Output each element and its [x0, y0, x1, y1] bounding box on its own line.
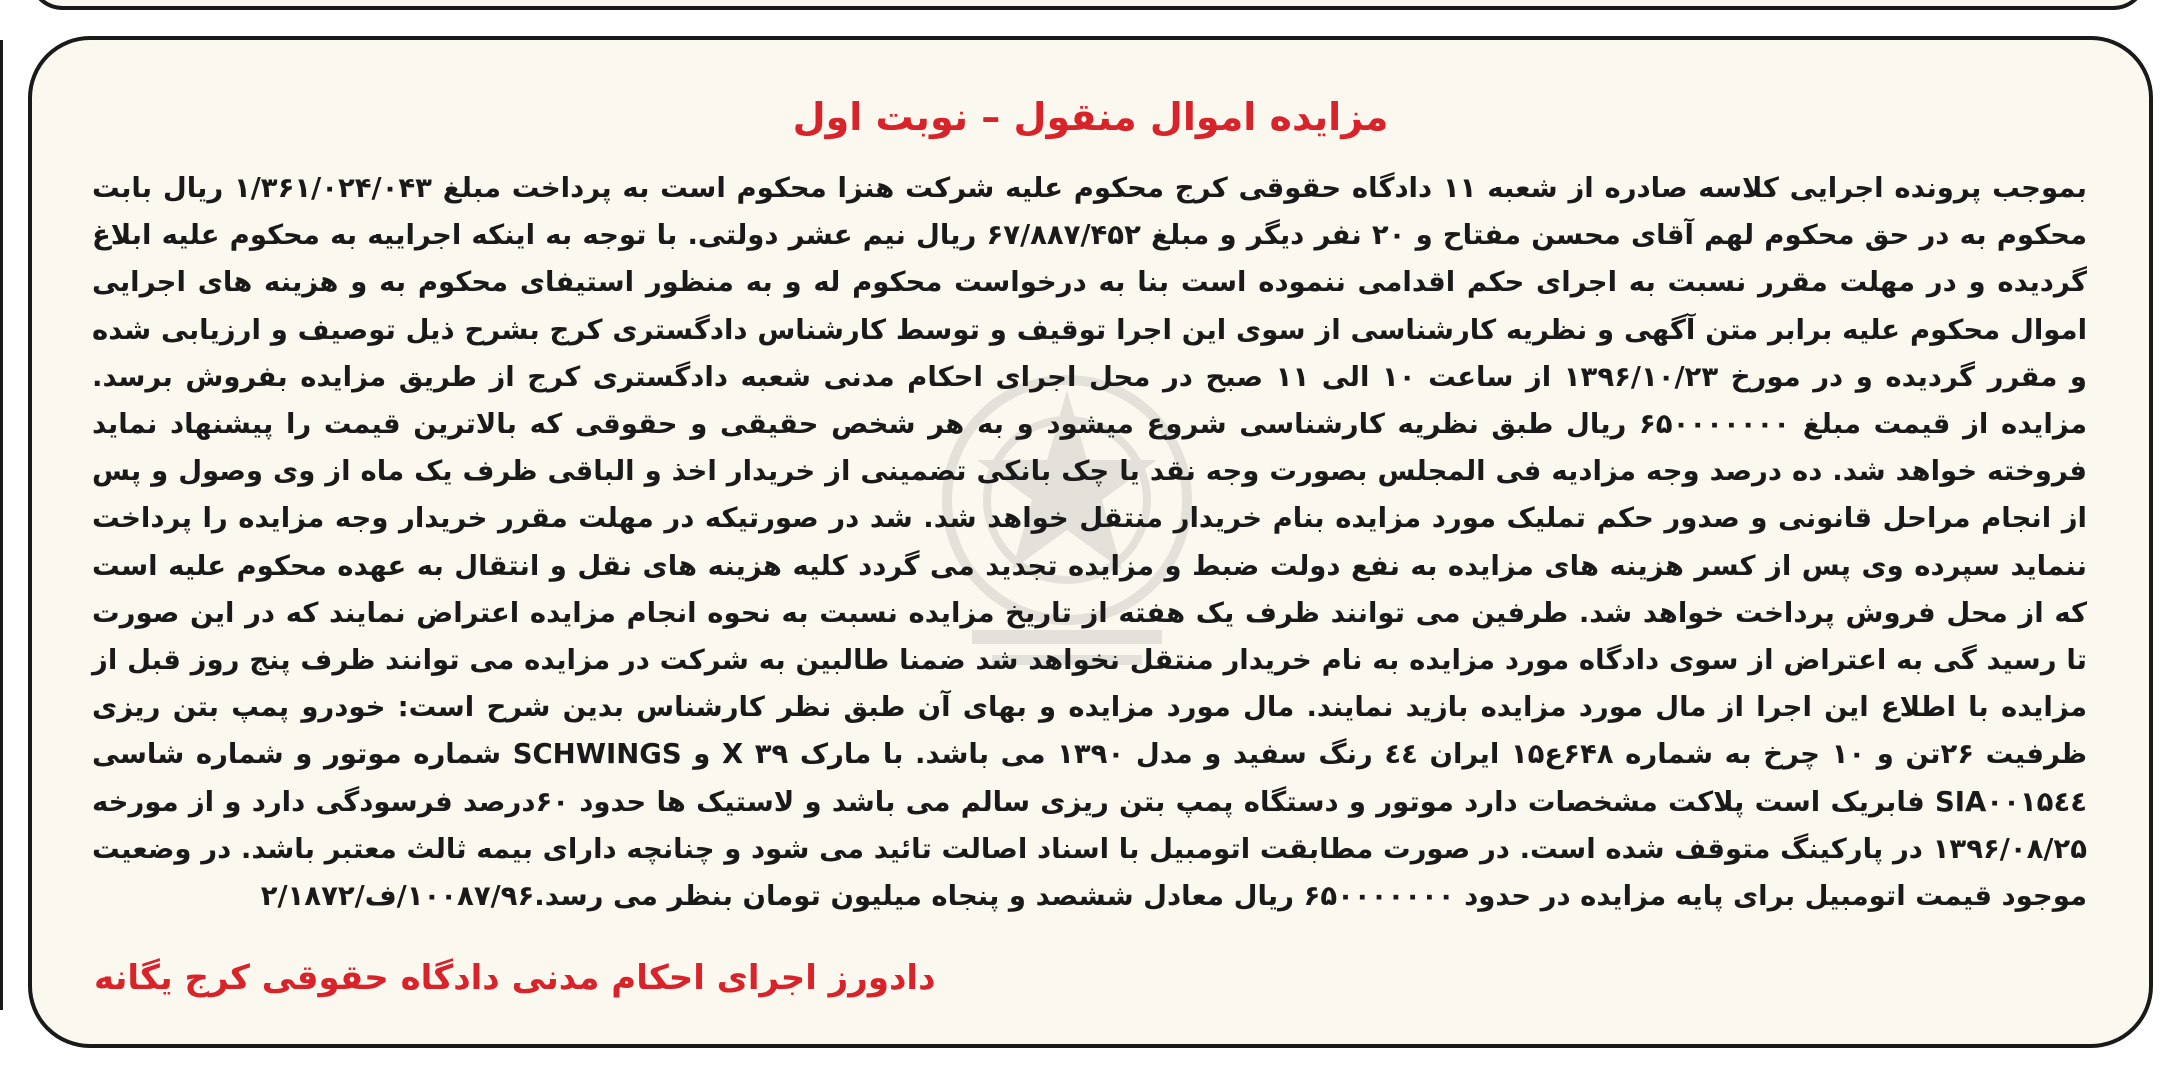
auction-notice-box [28, 36, 2153, 1048]
signature-line: دادورز اجرای احکام مدنی دادگاه حقوقی کرج یگانه [94, 958, 936, 998]
column-divider-line [0, 40, 3, 1010]
notice-title: مزایده اموال منقول – نوبت اول [792, 95, 1389, 139]
previous-notice-box-edge [28, 0, 2148, 10]
notice-body-text: بموجب پرونده اجرایی کلاسه صادره از شعبه ۱۱ دادگاه حقوقی کرج محکوم علیه شرکت هنزا محکوم است به پرداخت مبلغ ۱/۳۶۱/۰۲۴/۰۴۳ ریال بابت محکوم به در حق محکوم لهم آقای محسن مفتاح و ۲۰ نفر دیگر و مبلغ ۶۷/۸۸۷/۴۵۲ ریال نیم عشر دولتی. با توجه به اینکه اجراییه به محکوم علیه ابلاغ گردیده و در مهلت مقرر نسبت به اجرای حکم اقدامی ننموده است بنا به درخواست محکوم له و به منظور استیفای محکوم به و هزینه های اجرایی اموال محکوم علیه برابر متن آگهی و نظریه کارشناسی از سوی این اجرا توقیف و توسط کارشناس دادگستری کرج بشرح ذیل توصیف و ارزیابی شده و مقرر گردیده و در مورخ ۱۳۹۶/۱۰/۲۳ از ساعت ۱۰ الی ۱۱ صبح در محل اجرای احکام مدنی شعبه دادگستری کرج از طریق مزایده بفروش برسد. مزایده از قیمت مبلغ ۶۵۰۰۰۰۰۰۰ ریال طبق نظریه کارشناسی شروع میشود و به هر شخص حقیقی و حقوقی که بالاترین قیمت را پیشنهاد نماید فروخته خواهد شد. ده درصد وجه مزادیه فی المجلس بصورت وجه نقد یا چک بانکی تضمینی از خریدار اخذ و الباقی ظرف یک ماه از وی وصول و پس از انجام مراحل قانونی و صدور حکم تملیک مورد مزایده بنام خریدار منتقل خواهد شد. شد در صورتیکه در مهلت مقرر خریدار وجه مزایده را پرداخت ننماید سپرده وی پس از کسر هزینه های مزایده به نفع دولت ضبط و مزایده تجدید می گردد کلیه هزینه های نقل و انتقال به عهده محکوم علیه است که از محل فروش پرداخت خواهد شد. طرفین می توانند ظرف یک هفته از تاریخ مزایده نسبت به نحوه انجام مزایده اعتراض نمایند که در این صورت تا رسید گی به اعتراض از سوی دادگاه مورد مزایده به نام خریدار منتقل نخواهد شد ضمنا طالبین به شرکت در مزایده می توانند ظرف پنج روز قبل از مزایده با اطلاع این اجرا از مال مورد مزایده بازید نمایند. مال مورد مزایده و بهای آن طبق نظر کارشناس بدین شرح است: خودرو پمپ بتن ریزی ظرفیت ۲۶تن و ۱۰ چرخ به شماره ۶۴۸ع۱۵ ایران ٤٤ رنگ سفید و مدل ۱۳۹۰ می باشد. با مارک X ۳۹ و SCHWINGS شماره موتور و شماره شاسی SIA۰۰۱۵٤٤ فابریک است پلاکت مشخصات دارد موتور و دستگاه پمپ بتن ریزی سالم می باشد و لاستیک ها حدود ۶۰درصد فرسودگی دارد و از مورخه ۱۳۹۶/۰۸/۲۵ در پارکینگ متوقف شده است. در صورت مطابقت اتومبیل با اسناد اصالت تائید می شود و چنانچه دارای بیمه ثالث معتبر باشد. در وضعیت موجود قیمت اتومبیل برای پایه مزایده در حدود ۶۵۰۰۰۰۰۰۰ ریال معادل ششصد و پنجاه میلیون تومان بنظر می رسد.۱۰۰۸۷/۹۶/ف/۲/۱۸۷۲ [92, 172, 2088, 913]
